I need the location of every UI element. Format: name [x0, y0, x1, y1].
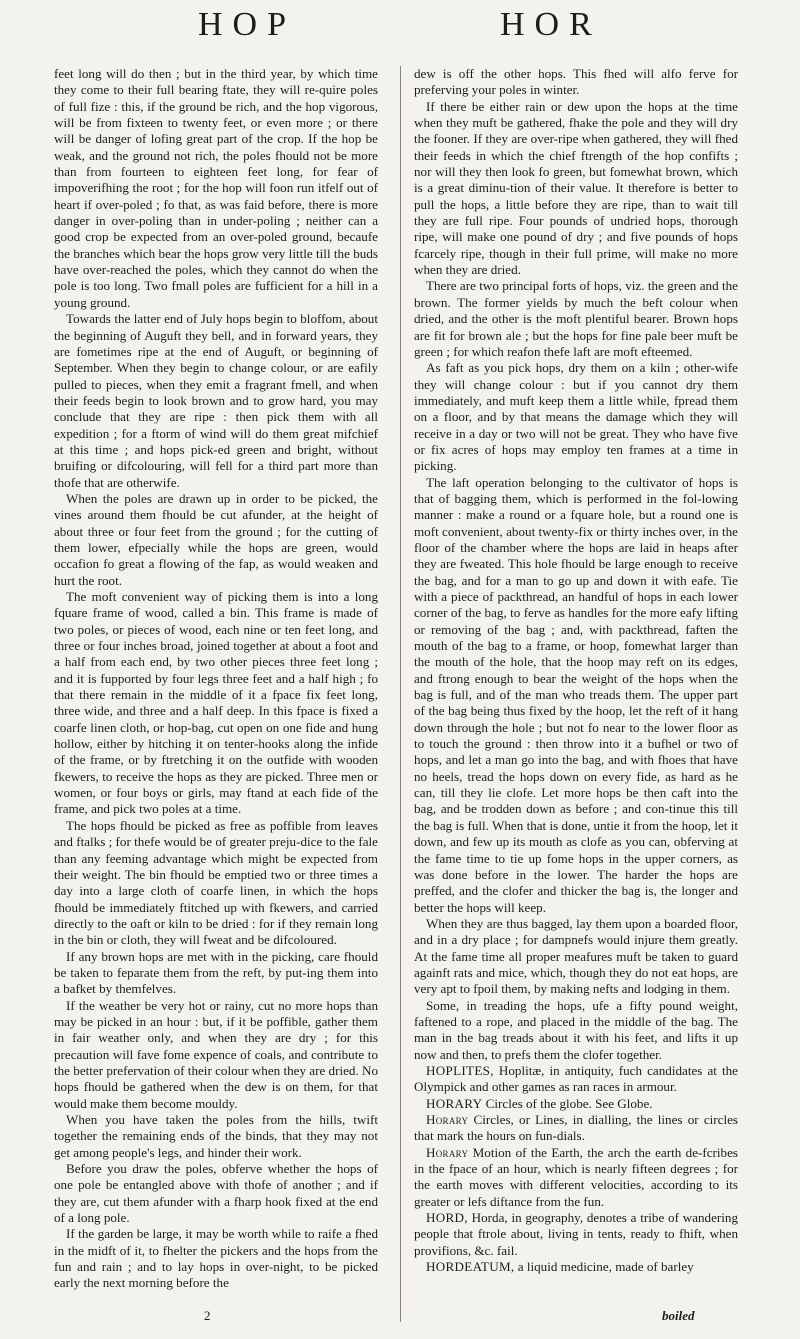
- entry-definition: Motion of the Earth, the arch the earth de-fcribes in the fpace of an hour, which is nearly fifteen degrees ; for the earth moves with different velocities, according to its greater or lefs diftance from the fun.: [414, 1144, 738, 1209]
- text-column-right: [414, 66, 738, 1316]
- dictionary-entry: [414, 1096, 738, 1112]
- paragraph: The laft operation belonging to the cultivator of hops is that of bagging them, which is performed in the fol-lowing manner : make a round or a fquare hole, but a round one is moft convenient, about twenty-fix or thirty inches over, in the floor of the chamber where the hops are laid in heaps after they are fweated. This hole fhould be large enough to receive the bag, and for a man to go up and down it with eafe. Tie with a piece of packthread, an handful of hops in each lower corner of the bag, to ferve as handles for the more eafy lifting or removing of the bag ; and, with packthread, faften the mouth of the bag to a frame, or hoop, fomewhat larger than the mouth of the hole, that the hoop may reft on its edges, and ftrong enough to bear the weight of the hops when the bag is full, and of the man who treads them. The upper part of the bag being thus fixed by the hoop, let the reft of it hang down through the hole ; but not fo near to the lower floor as to touch the ground : then throw into it a bufhel or two of hops, and let a man go into the bag, and with fhoes that have no heels, tread the hops down on every fide, as hard as he can, till they lie clofe. Let more hops be then caft into the bag, and be trodden down as before ; and con-tinue this till the bag is full. When that is done, untie it from the hoop, let it down, and few up its mouth as clofe as you can, obferving at the fame time to tie up fome hops in the upper corners, as was done before in the lower. The harder the hops are preffed, and the clofer and thicker the bag is, the longer and better the hops will keep.: [414, 474, 738, 915]
- paragraph: Before you draw the poles, obferve whether the hops of one pole be entangled above with thofe of another ; and if they are, cut them afunder with a fharp hook fixed at the end of a long pole.: [54, 1161, 378, 1226]
- paragraph: dew is off the other hops. This fhed will alfo ferve for preferving your poles in winter.: [414, 66, 738, 98]
- paragraph: When you have taken the poles from the hills, twift together the remaining ends of the binds, that they may not get among people's legs, and hinder their work.: [54, 1112, 378, 1160]
- paragraph: As faft as you pick hops, dry them on a kiln ; other-wife they will change colour : but if you cannot dry them immediately, and muft keep them a little while, fpread them on a floor, and by that means the damage which they will receive in a day or two will not be great. They who have five or fix acres of hops may employ ten frames at a time in picking.: [414, 360, 738, 474]
- paragraph: There are two principal forts of hops, viz. the green and the brown. The former yields by much the beft colour when dried, and the other is the moft plentiful bearer. Brown hops are fit for brown ale ; but the hops for fine pale beer muft be green ; for which reafon thefe laft are moft efteemed.: [414, 278, 738, 359]
- entry-headword: HOPLITES,: [426, 1062, 494, 1078]
- entry-headword: Horary: [426, 1144, 469, 1160]
- running-head-left: HOP: [198, 6, 297, 43]
- catchword: boiled: [662, 1308, 695, 1323]
- page-header: [0, 0, 800, 58]
- paragraph: Towards the latter end of July hops begin to bloffom, about the beginning of Auguft they bell, and in forward years, they are fometimes ripe at the end of Auguft, or beginning of September. When they begin to change colour, or are eafily pulled to pieces, when they emit a fragrant fmell, and when their feeds begin to look brown and to grow hard, you may conclude that they are ripe : then pick them with all expedition ; for a ftorm of wind will do them great mifchief at this time ; and hops pick-ed green and bright, without bruifing or difcolouring, will fell for a third part more than thofe that are otherwife.: [54, 311, 378, 490]
- dictionary-entry: [414, 1145, 738, 1210]
- entry-definition: Horda, in geography, denotes a tribe of wandering people that ftrole about, living in tents, ready to fhift, when provifions, &c. fail.: [414, 1210, 738, 1258]
- paragraph: If any brown hops are met with in the picking, care fhould be taken to feparate them from the reft, by put-ing them into a bafket by themfelves.: [54, 948, 378, 997]
- dictionary-entry: [414, 1112, 738, 1145]
- column-divider: [400, 66, 401, 1322]
- paragraph: When the poles are drawn up in order to be picked, the vines around them fhould be cut afunder, at the height of about three or four feet from the ground ; for the cutting of them lower, efpecially while the hops are green, would occafion fo great a flowing of the fap, as would weaken and hurt the root.: [54, 490, 378, 588]
- entry-definition: Hoplitæ, in antiquity, fuch candidates at the Olympick and other games as ran races in armour.: [414, 1062, 738, 1095]
- paragraph: If there be either rain or dew upon the hops at the time when they muft be gathered, fhake the pole and they will dry the fooner. If they are over-ripe when gathered, they will fhed their feeds in which the chief ftrength of the hop confifts ; nor will they then look fo green, but fomewhat brown, which is a great diminu-tion of their value. It therefore is better to pull the hops, a little before they are ripe, than to wait till they are full ripe. Four pounds of undried hops, thorough ripe, will make one pound of dry ; and five pounds of hops fcarcely ripe, though in their full prime, will make no more when they are dried.: [414, 98, 738, 278]
- running-head-right: HOR: [500, 6, 602, 43]
- entry-definition: a liquid medicine, made of barley: [514, 1259, 694, 1275]
- entry-headword: HORD,: [426, 1210, 468, 1226]
- entry-headword: Horary: [426, 1112, 469, 1127]
- paragraph: If the garden be large, it may be worth while to raife a fhed in the midft of it, to fhelter the pickers and the hops from the fun and rain ; and to lay hops in over-night, to be picked early the next morning before the: [54, 1226, 378, 1291]
- paragraph: feet long will do then ; but in the third year, by which time they come to their full bearing ftate, they will re-quire poles of full fize : this, if the ground be rich, and the hop vigorous, will be from fixteen to twenty feet, or even more ; or there will be danger of lofing great part of the crop. If the hop be weak, and the ground not rich, the poles fhould not be more than from fourteen to eighteen feet long, for fear of impoverifhing the root ; for the hop will foon run itfelf out of heart if over-poled ; fo that, as was faid before, there is more danger in over-poling than in under-poling ; neither can a good crop be expected from an over-poled ground, becaufe the branches which bear the hops grow very little till the buds have over-reached the poles, which they cannot do when the pole is too long. Two fmall poles are fufficient for a hill in a young ground.: [54, 66, 378, 310]
- page-footer: [54, 1308, 754, 1334]
- entry-headword: HORDEATUM,: [426, 1259, 515, 1275]
- entry-definition: Circles of the globe. See Globe.: [482, 1095, 653, 1111]
- text-column-left: [54, 66, 378, 1316]
- paragraph: The moft convenient way of picking them is into a long fquare frame of wood, called a bin. This frame is made of two poles, or pieces of wood, each nine or ten feet long, and three or four inches broad, joined together at about a foot and a half from each end, by two other pieces three feet long ; and it is fupported by four legs three feet and a half high ; fo that there remain in the middle of it a fpace fix feet long, three wide, and three and a half deep. In this fpace is fixed a coarfe linen cloth, or hop-bag, cut open on one fide and hung hollow, either by hitching it on tenter-hooks along the infide of the frame, or by ftretching it on the outfide with wooden fkewers, to receive the hops as they are picked. Three men or women, or four boys or girls, may ftand at each fide of the frame, and pick two poles at a time.: [54, 589, 378, 817]
- dictionary-entry: [414, 1259, 738, 1275]
- entry-headword: HORARY: [426, 1095, 483, 1111]
- paragraph: Some, in treading the hops, ufe a fifty pound weight, faftened to a rope, and placed in the middle of the bag. The man in the bag treads about it with his feet, and lifts it up now and then, to prefs them the clofer together.: [414, 997, 738, 1062]
- dictionary-entry: [414, 1210, 738, 1259]
- page-number: 2: [204, 1308, 211, 1323]
- dictionary-entry: [414, 1063, 738, 1096]
- paragraph: When they are thus bagged, lay them upon a boarded floor, and in a dry place ; for dampnefs would injure them greatly. At the fame time all proper meafures muft be taken to guard againft rats and mice, which, though they do not eat hops, are very apt to fpoil them, by making nefts and lodging in them.: [414, 915, 738, 997]
- paragraph: If the weather be very hot or rainy, cut no more hops than may be picked in an hour : but, if it be poffible, gather them in fair weather only, and when they are dry ; for this precaution will fave fome expence of coals, and contribute to the better prefervation of their colour when they are dried. No hops fhould be gathered when the dew is on them, for that would make them become mouldy.: [54, 997, 378, 1111]
- entry-definition: Circles, or Lines, in dialling, the lines or circles that mark the hours on fun-dials.: [414, 1112, 738, 1144]
- paragraph: The hops fhould be picked as free as poffible from leaves and ftalks ; for thefe would be of greater preju-dice to the fale than any feeming advantage which might be expected from their weight. The bin fhould be emptied two or three times a day into a large cloth of coarfe linen, in which the hops fhould be immediately ftitched up with fkewers, and carried directly to the oaft or kiln to be dried : for if they remain long in the bin or cloth, they will fweat and be difcoloured.: [54, 817, 378, 948]
